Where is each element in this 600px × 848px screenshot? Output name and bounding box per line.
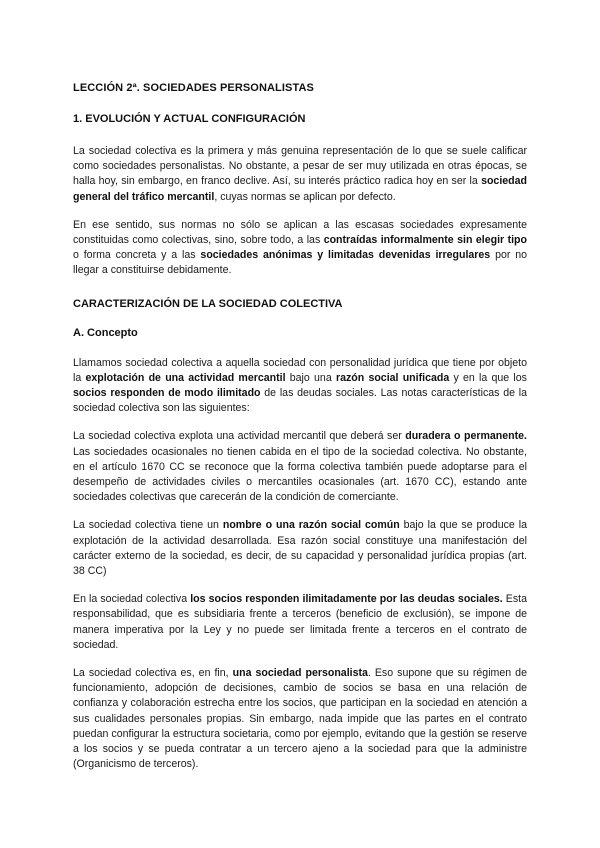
paragraph: La sociedad colectiva es la primera y más genuina representación de lo que se suele calificar como sociedades personalistas. No obstante, a pesar de ser muy utilizada en otras épocas, se halla hoy, sin embargo, en franco declive. Así, su interés práctico radica hoy en ser la sociedad general del tráfico mercantil, cuyas normas se aplican por defecto. — [73, 145, 527, 203]
section-2-title: CARACTERIZACIÓN DE LA SOCIEDAD COLECTIVA — [73, 297, 343, 310]
paragraph: La sociedad colectiva tiene un nombre o una razón social común bajo la que se produce la explotación de la actividad desarrollada. Esa razón social constituye una manifestación del carácter externo de la sociedad, es decir, de su capacidad y personalidad jurídica propias (art. 38 CC) — [73, 519, 527, 578]
paragraph: La sociedad colectiva explota una actividad mercantil que deberá ser duradera o permanente. Las sociedades ocasionales no tienen cabida en el tipo de la sociedad colectiva. No obstante, en el artículo 1670 CC se reconoce que la forma colectiva también puede adoptarse para el desempeño de actividades civiles o mercantiles ocasionales (art. 1670 CC), estando ante sociedades colectivas que carecerán de la condición de comerciante. — [73, 430, 527, 504]
paragraph: La sociedad colectiva es, en fin, una sociedad personalista. Eso supone que su régimen de funcionamiento, adopción de decisiones, cambio de socios se basa en una relación de confianza y colaboración estrecha entre los socios, que participan en la sociedad en atención a sus cualidades personales propias. Sin embargo, nada impide que las partes en el contrato puedan configurar la estructura societaria, como por ejemplo, evitando que la gestión se reserve a los socios y se pueda contratar a un tercero ajeno a la sociedad para que la administre (Organicismo de terceros). — [73, 667, 527, 771]
paragraph: Llamamos sociedad colectiva a aquella sociedad con personalidad jurídica que tiene por objeto la explotación de una actividad mercantil bajo una razón social unificada y en la que los socios responden de modo ilimitado de las deudas sociales. Las notas características de la sociedad colectiva son las siguientes: — [73, 356, 527, 415]
paragraph: En la sociedad colectiva los socios responden ilimitadamente por las deudas sociales. Esta responsabilidad, que es subsidiaria frente a terceros (beneficio de exclusión), se impone de manera imperativa por la Ley y no puede ser limitada frente a terceros en el contrato de sociedad. — [73, 593, 527, 651]
subsection-title: A. Concepto — [73, 326, 138, 339]
lesson-title: LECCIÓN 2ª. SOCIEDADES PERSONALISTAS — [73, 82, 314, 94]
document-page — [73, 82, 527, 786]
paragraph: En ese sentido, sus normas no sólo se aplican a las escasas sociedades expresamente constituidas como colectivas, sino, sobre todo, a las contraídas informalmente sin elegir tipo o forma concreta y a las sociedades anónimas y limitadas devenidas irregulares por no llegar a constituirse debidamente. — [73, 218, 528, 277]
section-1-title: 1. EVOLUCIÓN Y ACTUAL CONFIGURACIÓN — [73, 113, 306, 125]
